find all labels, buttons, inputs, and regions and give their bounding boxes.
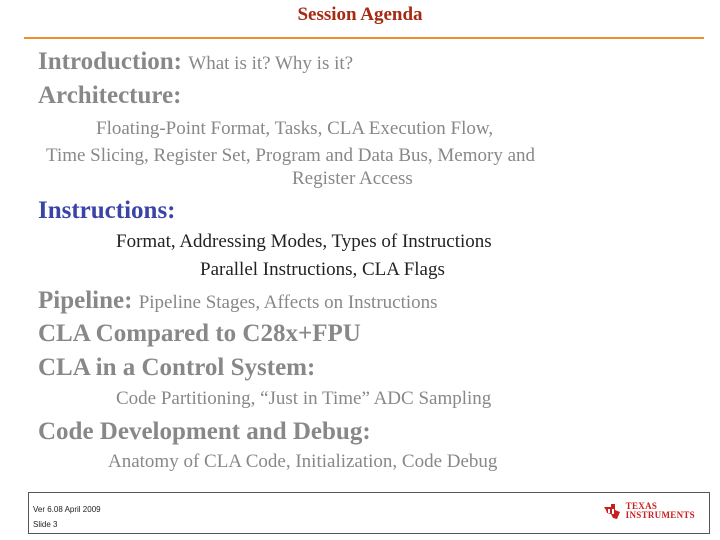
slide-title: Session Agenda bbox=[297, 4, 423, 25]
architecture-line-3: Register Access bbox=[292, 168, 413, 189]
architecture-line-1: Floating-Point Format, Tasks, CLA Execution Flow, bbox=[96, 118, 494, 139]
introduction-label: Introduction: bbox=[38, 48, 183, 75]
agenda-item-introduction bbox=[38, 48, 353, 76]
logo-line-2: INSTRUMENTS bbox=[625, 510, 695, 520]
footer-version: Ver 6.08 April 2009 bbox=[33, 505, 101, 514]
ti-logo bbox=[602, 501, 695, 521]
control-system-text: Code Partitioning, “Just in Time” ADC Sampling bbox=[116, 388, 492, 409]
footer-box bbox=[28, 492, 710, 534]
instructions-line-2: Parallel Instructions, CLA Flags bbox=[200, 259, 445, 280]
compared-label: CLA Compared to C28x+FPU bbox=[38, 320, 361, 347]
logo-line-1: TEXAS bbox=[625, 501, 658, 511]
introduction-text: What is it? Why is it? bbox=[188, 53, 354, 74]
code-development-label: Code Development and Debug: bbox=[38, 418, 371, 445]
footer-slide-number: Slide 3 bbox=[33, 520, 58, 529]
pipeline-text: Pipeline Stages, Affects on Instructions bbox=[138, 292, 438, 313]
architecture-line-2: Time Slicing, Register Set, Program and Data Bus, Memory and bbox=[46, 145, 536, 166]
title-divider bbox=[24, 37, 704, 39]
architecture-label: Architecture: bbox=[38, 82, 182, 109]
instructions-line-1: Format, Addressing Modes, Types of Instructions bbox=[116, 231, 492, 252]
code-development-text: Anatomy of CLA Code, Initialization, Code Debug bbox=[108, 451, 498, 472]
instructions-label: Instructions: bbox=[38, 197, 176, 224]
agenda-item-pipeline bbox=[38, 287, 438, 315]
control-system-label: CLA in a Control System: bbox=[38, 354, 316, 381]
pipeline-label: Pipeline: bbox=[38, 287, 133, 314]
ti-state-icon bbox=[602, 501, 622, 521]
